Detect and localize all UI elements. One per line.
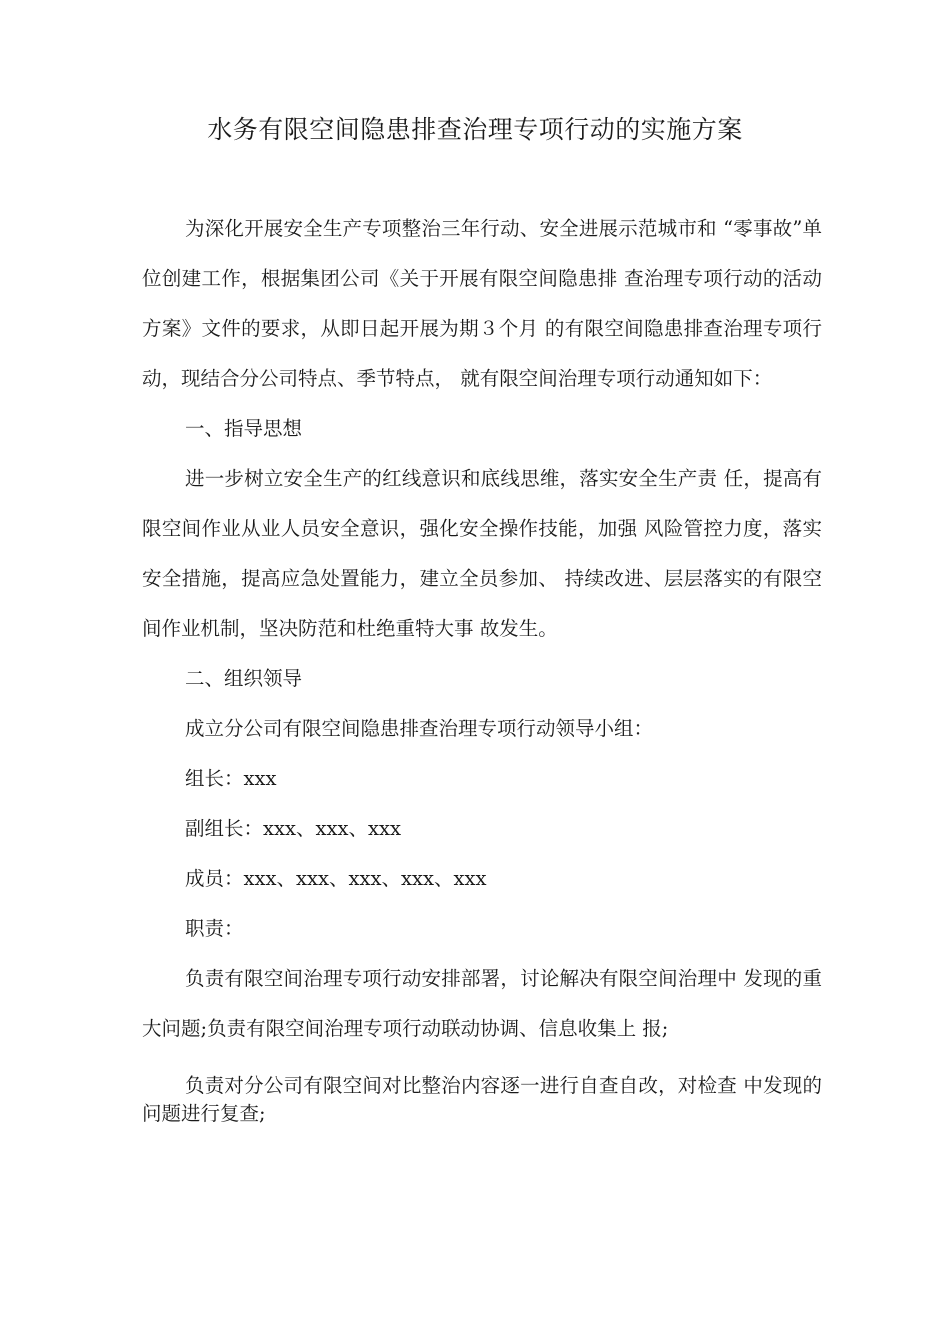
section-heading-guiding-ideology: 一、指导思想 [185, 417, 303, 440]
document-title: 水务有限空间隐患排查治理专项行动的实施方案 [207, 115, 743, 144]
guiding-ideology-paragraph: 进一步树立安全生产的红线意识和底线思维，落实安全生产责 任，提高有限空间作业从业人员安全意识，强化安全操作技能，加强 风险管控力度，落实安全措施，提高应急处置能力，建立全员参加、 持续改进、层层落实的有限空间作业机制，坚决防范和杜绝重特大事 故发生。 [142, 467, 822, 640]
section-heading-organization: 二、组织领导 [185, 667, 303, 690]
duty-paragraph-2: 负责对分公司有限空间对比整治内容逐一进行自查自改，对检查 中发现的问题进行复查; [142, 1074, 822, 1125]
intro-paragraph: 为深化开展安全生产专项整治三年行动、安全进展示范城市和 “零事故”单位创建工作，根据集团公司《关于开展有限空间隐患排 查治理专项行动的活动方案》文件的要求，从即日起开展为期３个月 的有限空间隐患排查治理专项行动，现结合分公司特点、季节特点， 就有限空间治理专项行动通知如下： [142, 217, 822, 390]
document-body [142, 204, 822, 1128]
group-members: 成员：xxx、xxx、xxx、xxx、xxx [185, 867, 487, 890]
duties-label: 职责： [185, 917, 244, 940]
deputy-leaders: 副组长：xxx、xxx、xxx [185, 817, 401, 840]
leadership-group-intro: 成立分公司有限空间隐患排查治理专项行动领导小组： [185, 717, 654, 740]
duty-paragraph-1: 负责有限空间治理专项行动安排部署，讨论解决有限空间治理中 发现的重大问题;负责有限空间治理专项行动联动协调、信息收集上 报; [142, 967, 822, 1040]
group-leader: 组长：xxx [185, 767, 277, 790]
